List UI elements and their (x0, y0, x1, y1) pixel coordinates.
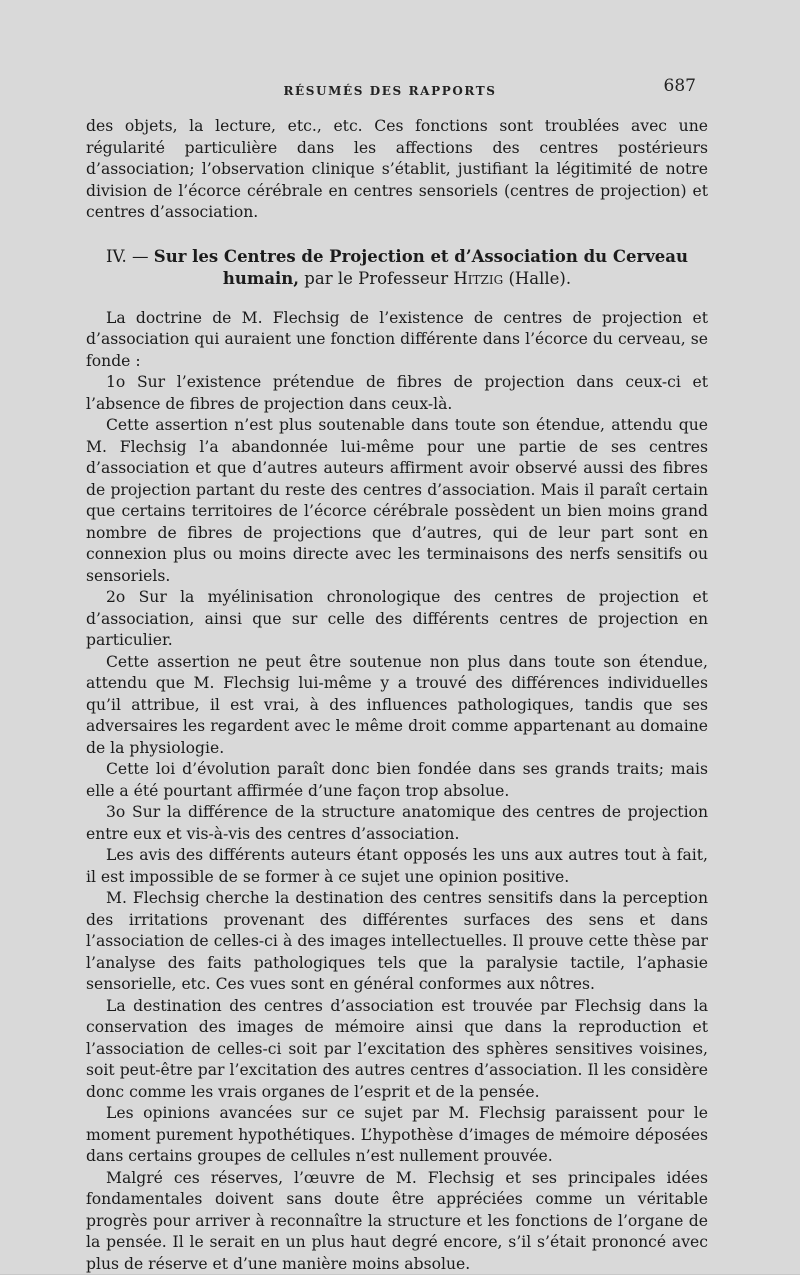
paragraph: Cette assertion ne peut être soutenue non plus dans toute son étendue, attendu que M. Flechsig lui-même y a trouvé des différences individuelles qu’il attribue, il est vrai, à des influences pathologiques, tandis que ses adversaires les regardent avec le même droit comme appartenant au domaine de la physiologie. (86, 652, 708, 760)
intro-paragraph: des objets, la lecture, etc., etc. Ces fonctions sont troublées avec une régularité particulière dans les affections des centres postérieurs d’association; l’observation clinique s’établit, justifiant la légitimité de notre division de l’écorce cérébrale en centres sensoriels (centres de projection) et centres d’association. (86, 116, 708, 224)
paragraph: Cette loi d’évolution paraît donc bien fondée dans ses grands traits; mais elle a été pourtant affirmée d’une façon trop absolue. (86, 759, 708, 802)
paragraph: M. Flechsig cherche la destination des centres sensitifs dans la perception des irritations provenant des différentes surfaces des sens et dans l’association de celles-ci à des images intellectuelles. Il prouve cette thèse par l’analyse des faits pathologiques tels que la paralysie tactile, l’aphasie sensorielle, etc. Ces vues sont en général conformes aux nôtres. (86, 888, 708, 996)
page-number: 687 (664, 76, 696, 96)
paragraph: Malgré ces réserves, l’œuvre de M. Flechsig et ses principales idées fondamentales doivent sans doute être appréciées comme un véritable progrès pour arriver à reconnaître la structure et les fonctions de l’organe de la pensée. Il le serait en un plus haut degré encore, s’il s’était prononcé avec plus de réserve et d’une manière moins absolue. (86, 1168, 708, 1275)
paragraph: Cette assertion n’est plus soutenable dans toute son étendue, attendu que M. Flechsig l’a abandonnée lui-même pour une partie de ses centres d’association et que d’autres auteurs affirment avoir observé aussi des fibres de projection partant du reste des centres d’association. Mais il paraît certain que certains territoires de l’écorce cérébrale possèdent un bien moins grand nombre de fibres de projections que d’autres, qui de leur part sont en connexion plus ou moins directe avec les terminaisons des nerfs sensitifs ou sensoriels. (86, 415, 708, 587)
paragraph: 1o Sur l’existence prétendue de fibres de projection dans ceux-ci et l’absence de fibres de projection dans ceux-là. (86, 372, 708, 415)
section-affiliation: (Halle). (508, 269, 571, 288)
section-title: Sur les Centres de Projection et d’Association du Cerveau humain, (154, 247, 688, 288)
paragraph: La doctrine de M. Flechsig de l’existence de centres de projection et d’association qui auraient une fonction différente dans l’écorce du cerveau, se fonde : (86, 308, 708, 373)
section-byline: par le Professeur (304, 269, 448, 288)
running-title: RÉSUMÉS DES RAPPORTS (80, 84, 700, 98)
section-number: IV. — (106, 247, 149, 266)
paragraph: La destination des centres d’association est trouvée par Flechsig dans la conservation des images de mémoire ainsi que dans la reproduction et l’association de celles-ci soit par l’excitation des sphères sensitives voisines, soit peut-être par l’excitation des autres centres d’association. Il les considère donc comme les vrais organes de l’esprit et de la pensée. (86, 996, 708, 1104)
page-body (86, 116, 708, 1275)
page-header (80, 74, 700, 104)
section-heading (86, 246, 708, 290)
section-author: Hitzig (453, 269, 503, 288)
paragraph: 3o Sur la différence de la structure anatomique des centres de projection entre eux et vis-à-vis des centres d’association. (86, 802, 708, 845)
paragraph: 2o Sur la myélinisation chronologique des centres de projection et d’association, ainsi que sur celle des différents centres de projection en particulier. (86, 587, 708, 652)
paragraph: Les opinions avancées sur ce sujet par M. Flechsig paraissent pour le moment purement hypothétiques. L’hypothèse d’images de mémoire déposées dans certains groupes de cellules n’est nullement prouvée. (86, 1103, 708, 1168)
paragraph: Les avis des différents auteurs étant opposés les uns aux autres tout à fait, il est impossible de se former à ce sujet une opinion positive. (86, 845, 708, 888)
